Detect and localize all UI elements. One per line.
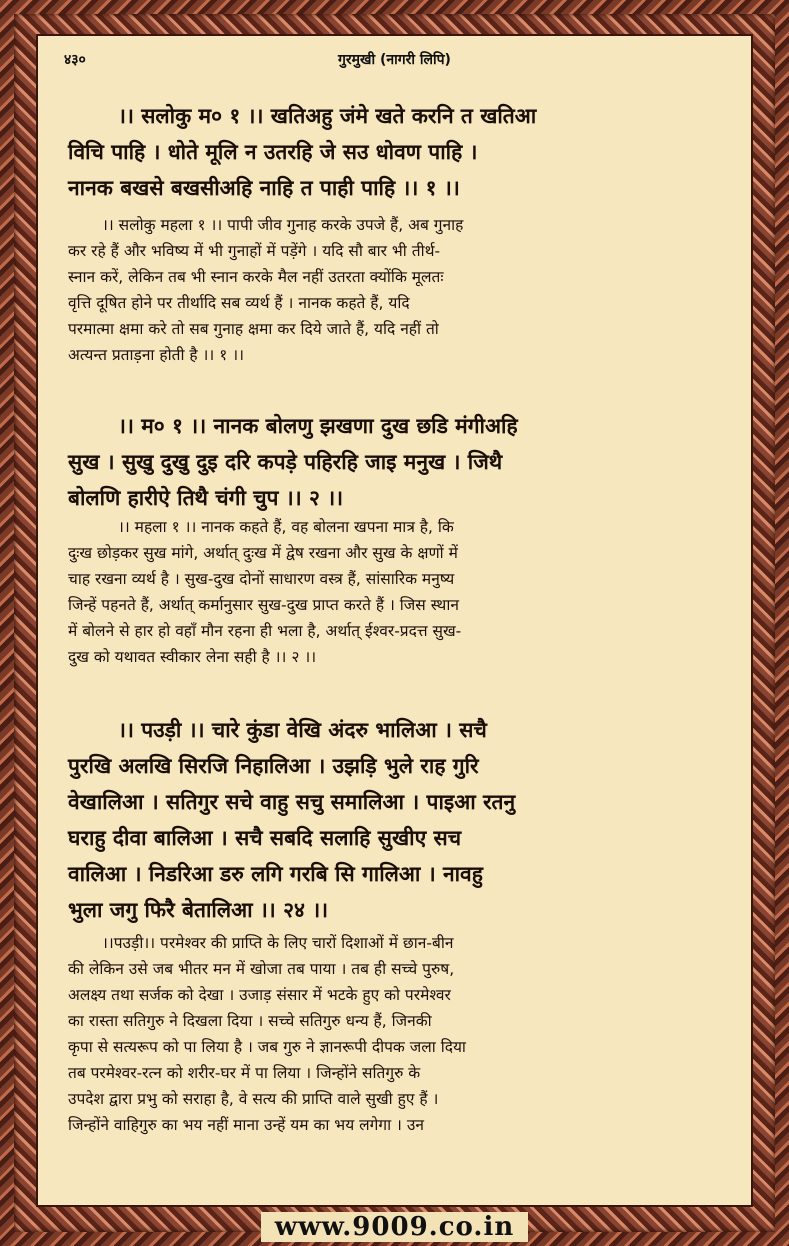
page-title: गुरमुखी (नागरी लिपि) <box>338 52 451 68</box>
verse-line: ।। म० १ ।। नानक बोलणु झखणा दुख छडि मंगीअहि <box>118 414 518 438</box>
salok-verse-2 <box>68 408 728 516</box>
translation-line: स्नान करें, लेकिन तब भी स्नान करके मैल नहीं उतरता क्योंकि मूलतः <box>68 268 444 286</box>
translation-line: दुःख छोड़कर सुख मांगे, अर्थात् दुःख में द्वेष रखना और सुख के क्षणों में <box>68 544 458 562</box>
translation-line: कर रहे हैं और भविष्य में भी गुनाहों में पड़ेंगे । यदि सौ बार भी तीर्थ- <box>68 242 441 260</box>
verse-line: घराहु दीवा बालिआ । सचै सबदि सलाहि सुखीए सच <box>68 826 462 850</box>
translation-line: जिन्हें पहनते हैं, अर्थात् कर्मानुसार सुख-दुख प्राप्त करते हैं । जिस स्थान <box>68 596 459 614</box>
translation-line: ।।पउड़ी।। परमेश्वर की प्राप्ति के लिए चारों दिशाओं में छान-बीन <box>102 934 454 952</box>
translation-line: अलक्ष्य तथा सर्जक को देखा । उजाड़ संसार में भटके हुए को परमेश्वर <box>68 986 451 1004</box>
website-url[interactable]: www.9009.co.in <box>261 1212 529 1242</box>
page-header <box>38 44 751 70</box>
verse-line: ।। पउड़ी ।। चारे कुंडा वेखि अंदरु भालिआ । सचै <box>118 718 487 742</box>
pauri-verse <box>68 712 728 928</box>
verse-line: नानक बखसे बखसीअहि नाहि त पाही पाहि ।। १ ।। <box>68 176 460 200</box>
website-footer <box>0 1212 789 1246</box>
translation-line: जिन्होंने वाहिगुरु का भय नहीं माना उन्हें यम का भय लगेगा । उन <box>68 1116 424 1134</box>
translation-line: चाह रखना व्यर्थ है । सुख-दुख दोनों साधारण वस्त्र हैं, सांसारिक मनुष्य <box>68 570 455 588</box>
translation-line: परमात्मा क्षमा करे तो सब गुनाह क्षमा कर दिये जाते हैं, यदि नहीं तो <box>68 320 439 338</box>
verse-line: वालिआ । निडरिआ डरु लगि गरबि सि गालिआ । नावहु <box>68 862 483 886</box>
scripture-page <box>36 34 753 1207</box>
verse-line: ।। सलोकु म० १ ।। खतिअहु जंमे खते करनि त खतिआ <box>118 104 537 128</box>
translation-line: की लेकिन उसे जब भीतर मन में खोजा तब पाया । तब ही सच्चे पुरुष, <box>68 960 455 978</box>
translation-line: का रास्ता सतिगुरु ने दिखला दिया । सच्चे सतिगुरु धन्य हैं, जिनकी <box>68 1012 432 1030</box>
translation-line: दुख को यथावत स्वीकार लेना सही है ।। २ ।। <box>68 648 317 666</box>
verse-line: पुरखि अलखि सिरजि निहालिआ । उझड़ि भुले राह गुरि <box>68 754 479 778</box>
salok-translation-1 <box>68 212 728 368</box>
translation-line: ।। सलोकु महला १ ।। पापी जीव गुनाह करके उपजे हैं, अब गुनाह <box>102 216 464 234</box>
verse-line: भुला जगु फिरै बेतालिआ ।। २४ ।। <box>68 898 329 922</box>
translation-line: में बोलने से हार हो वहाँ मौन रहना ही भला है, अर्थात् ईश्वर-प्रदत्त सुख- <box>68 622 462 640</box>
translation-line: वृत्ति दूषित होने पर तीर्थादि सब व्यर्थ हैं । नानक कहते हैं, यदि <box>68 294 410 312</box>
page-number: ४३० <box>64 52 86 68</box>
verse-line: बोलणि हारीऐ तिथै चंगी चुप ।। २ ।। <box>68 486 344 510</box>
translation-line: ।। महला १ ।। नानक कहते हैं, वह बोलना खपना मात्र है, कि <box>118 518 454 536</box>
verse-line: विचि पाहि । धोते मूलि न उतरहि जे सउ धोवण पाहि । <box>68 140 478 164</box>
salok-verse-1 <box>68 98 728 206</box>
translation-line: उपदेश द्वारा प्रभु को सराहा है, वे सत्य की प्राप्ति वाले सुखी हुए हैं । <box>68 1090 439 1108</box>
verse-line: वेखालिआ । सतिगुर सचे वाहु सचु समालिआ । पाइआ रतनु <box>68 790 516 814</box>
verse-line: सुख । सुखु दुखु दुइ दरि कपड़े पहिरहि जाइ मनुख । जिथै <box>68 450 503 474</box>
pauri-translation <box>68 930 728 1138</box>
translation-line: कृपा से सत्यरूप को पा लिया है । जब गुरु ने ज्ञानरूपी दीपक जला दिया <box>68 1038 466 1056</box>
salok-translation-2 <box>68 514 728 670</box>
translation-line: तब परमेश्वर-रत्न को शरीर-घर में पा लिया । जिन्होंने सतिगुरु के <box>68 1064 421 1082</box>
translation-line: अत्यन्त प्रताड़ना होती है ।। १ ।। <box>68 346 244 364</box>
